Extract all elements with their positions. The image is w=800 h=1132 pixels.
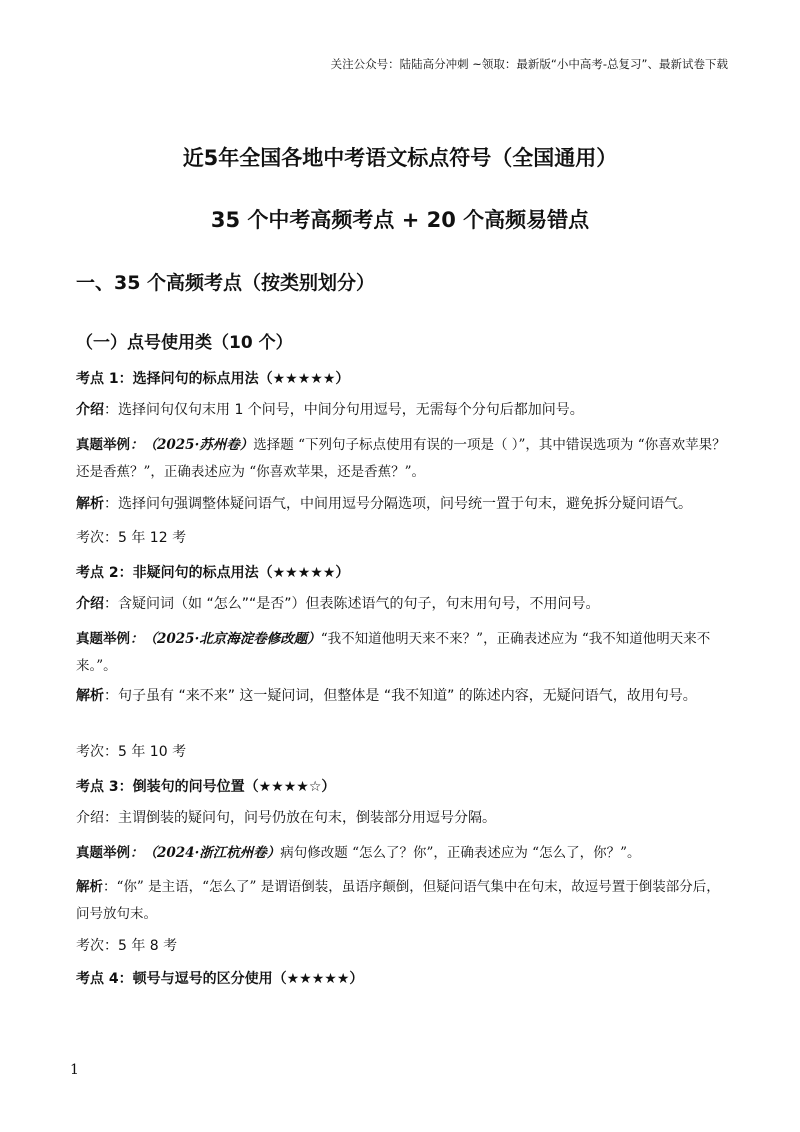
point-2-title: 考点 2：非疑问句的标点用法（★★★★★）: [76, 565, 350, 581]
intro-label: 介绍: [76, 402, 104, 418]
intro-text: ：选择问句仅句末用 1 个问号，中间分句用逗号，无需每个分句后都加问号。: [104, 402, 584, 418]
analysis-text: ：句子虽有 “来不来” 这一疑问词，但整体是 “我不知道” 的陈述内容，无疑问语气，故用句号。: [104, 688, 697, 704]
section-heading: 一、35 个高频考点（按类别划分）: [76, 272, 376, 294]
example-source: ：（2025·北京海淀卷修改题）: [130, 631, 321, 647]
example-label: 真题举例: [76, 631, 130, 647]
point-1-frequency: 考次：5 年 12 考: [76, 530, 187, 546]
point-4-title: 考点 4：顿号与逗号的区分使用（★★★★★）: [76, 971, 364, 987]
page-number: 1: [70, 1062, 79, 1078]
point-2-example: [76, 626, 728, 680]
point-3-title: 考点 3：倒装句的问号位置（★★★★☆）: [76, 779, 336, 795]
point-2-frequency: 考次：5 年 10 考: [76, 744, 187, 760]
point-3-frequency: 考次：5 年 8 考: [76, 938, 178, 954]
example-label: 真题举例: [76, 845, 130, 861]
example-label: 真题举例: [76, 437, 130, 453]
point-1-intro: [76, 398, 728, 422]
point-3-analysis: [76, 874, 728, 928]
example-text: 选择题 “下列句子标点使用有误的一项是（ ）”，其中错误选项为 “你喜欢苹果？还是香蕉？”，正确表述应为 “你喜欢苹果，还是香蕉？”。: [76, 437, 726, 480]
subsection-heading: （一）点号使用类（10 个）: [76, 333, 293, 353]
point-1-example: [76, 432, 728, 486]
point-1-title: 考点 1：选择问句的标点用法（★★★★★）: [76, 371, 350, 387]
analysis-text: ：选择问句强调整体疑问语气，中间用逗号分隔选项，问号统一置于句末，避免拆分疑问语气。: [104, 496, 692, 512]
header-note: 关注公众号：陆陆高分冲刺 ~领取：最新版“小中高考-总复习”、最新试卷下载: [330, 57, 728, 71]
point-3-example: [76, 840, 728, 867]
analysis-text: ：“你” 是主语，“怎么了” 是谓语倒装，虽语序颠倒，但疑问语气集中在句末，故逗号置于倒装部分后，问号放句末。: [76, 879, 720, 922]
analysis-label: 解析: [76, 496, 104, 512]
point-3-intro: 介绍：主谓倒装的疑问句，问号仍放在句末，倒装部分用逗号分隔。: [76, 810, 496, 826]
example-source: ：（2025·苏州卷）: [130, 437, 254, 453]
document-subtitle: 35 个中考高频考点 + 20 个高频易错点: [210, 208, 590, 232]
point-1-analysis: [76, 492, 728, 516]
example-text: 病句修改题 “怎么了？你”，正确表述应为 “怎么了，你？”。: [280, 845, 641, 861]
intro-text: ：含疑问词（如 “怎么”“是否”）但表陈述语气的句子，句末用句号，不用问号。: [104, 596, 600, 612]
intro-label: 介绍: [76, 596, 104, 612]
example-source: ：（2024·浙江杭州卷）: [130, 845, 281, 861]
point-2-analysis: [76, 684, 728, 708]
example-text: “我不知道他明天来不来？”，正确表述应为 “我不知道他明天来不来。”。: [76, 631, 711, 674]
document-title: 近5年全国各地中考语文标点符号（全国通用）: [182, 146, 618, 170]
analysis-label: 解析: [76, 688, 104, 704]
analysis-label: 解析: [76, 879, 103, 895]
point-2-intro: [76, 592, 728, 616]
